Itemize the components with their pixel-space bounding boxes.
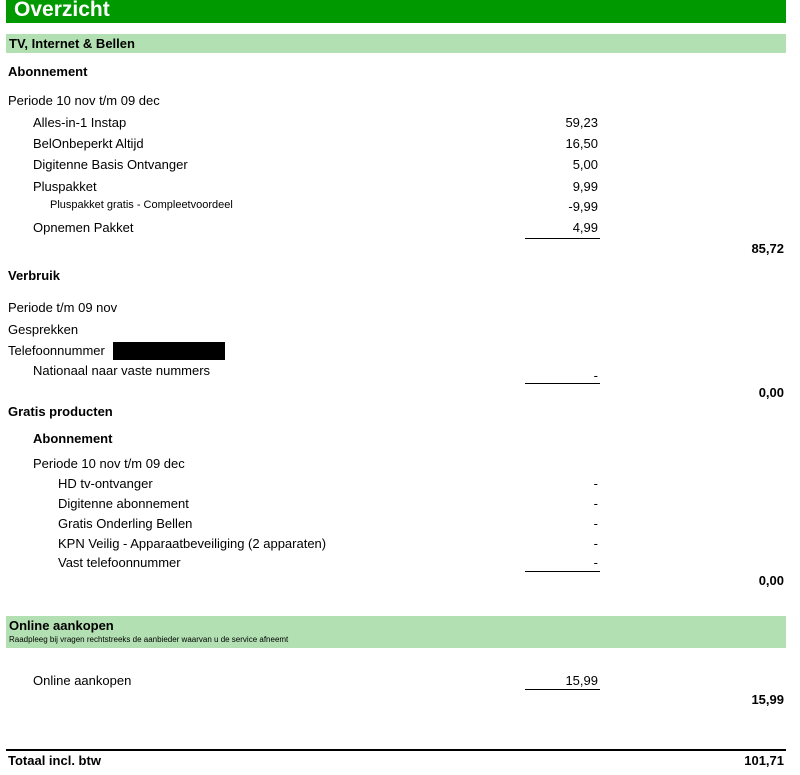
subtotal-gratis: 0,00	[758, 573, 784, 588]
category-gesprekken: Gesprekken	[8, 322, 79, 337]
subtotal-rule	[525, 238, 600, 239]
section-header-online	[6, 616, 786, 648]
period-verbruik: Periode t/m 09 nov	[8, 300, 118, 315]
section-header-tv	[6, 34, 786, 53]
line-item-label: Online aankopen	[33, 673, 132, 688]
total-rule	[6, 749, 786, 751]
title-bar	[6, 0, 786, 23]
line-item-amount: 5,00	[572, 157, 598, 172]
page-title: Overzicht	[14, 0, 110, 21]
line-item-label: BelOnbeperkt Altijd	[33, 136, 144, 151]
line-item-amount: -9,99	[568, 199, 598, 214]
line-item-label: Gratis Onderling Bellen	[58, 516, 193, 531]
line-item-label: Digitenne abonnement	[58, 496, 189, 511]
redaction-block	[113, 342, 225, 360]
subtotal-abonnement: 85,72	[751, 241, 784, 256]
line-item-label: Pluspakket gratis - Compleetvoordeel	[50, 199, 233, 211]
line-item-amount: -	[593, 555, 598, 570]
total-amount: 101,71	[744, 753, 784, 768]
line-item-amount: -	[593, 476, 598, 491]
line-item-amount: 59,23	[565, 115, 598, 130]
line-item-amount: 9,99	[572, 179, 598, 194]
line-item-amount: -	[593, 516, 598, 531]
heading-abonnement: Abonnement	[8, 64, 88, 79]
line-item-amount: -	[593, 368, 598, 383]
line-item-label: Nationaal naar vaste nummers	[33, 363, 211, 378]
section-title-online: Online aankopen	[9, 618, 114, 633]
line-item-amount: -	[593, 536, 598, 551]
line-item-label: KPN Veilig - Apparaatbeveiliging (2 apparaten)	[58, 536, 327, 551]
line-item-label: Pluspakket	[33, 179, 97, 194]
section-note-online: Raadpleeg bij vragen rechtstreeks de aanbieder waarvan u de service afneemt	[9, 635, 289, 644]
subtotal-rule	[525, 571, 600, 572]
subtotal-verbruik: 0,00	[758, 385, 784, 400]
line-item-amount: 16,50	[565, 136, 598, 151]
line-item-label: Vast telefoonnummer	[58, 555, 181, 570]
subtotal-online: 15,99	[751, 692, 784, 707]
heading-gratis: Gratis producten	[8, 404, 113, 419]
line-item-label: Opnemen Pakket	[33, 220, 134, 235]
line-item-amount: -	[593, 496, 598, 511]
subheading-abonnement: Abonnement	[33, 431, 113, 446]
line-item-label: HD tv-ontvanger	[58, 476, 153, 491]
line-item-amount: 4,99	[572, 220, 598, 235]
phone-label: Telefoonnummer	[8, 343, 105, 358]
total-label: Totaal incl. btw	[8, 753, 101, 768]
period-gratis: Periode 10 nov t/m 09 dec	[33, 456, 185, 471]
line-item-label: Alles-in-1 Instap	[33, 115, 127, 130]
subtotal-rule	[525, 383, 600, 384]
line-item-label: Digitenne Basis Ontvanger	[33, 157, 188, 172]
period-abonnement: Periode 10 nov t/m 09 dec	[8, 93, 160, 108]
subtotal-rule	[525, 689, 600, 690]
heading-verbruik: Verbruik	[8, 268, 61, 283]
section-title-tv: TV, Internet & Bellen	[9, 36, 135, 51]
line-item-amount: 15,99	[565, 673, 598, 688]
